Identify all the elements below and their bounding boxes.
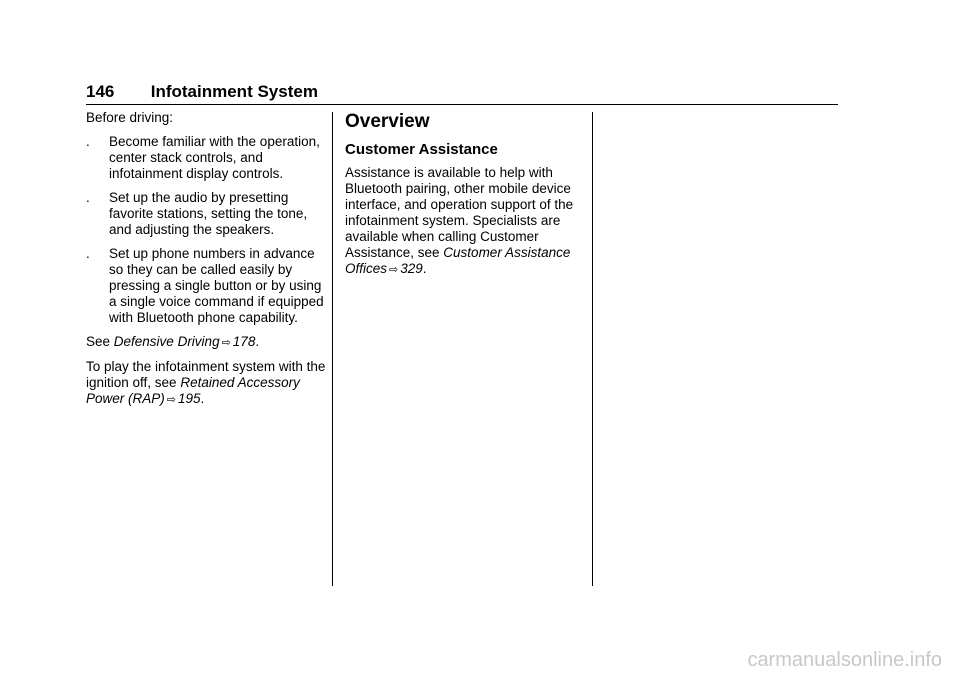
page-ref-arrow-icon: ⇨ <box>221 337 231 349</box>
customer-assistance-heading: Customer Assistance <box>345 141 498 158</box>
bullet-list <box>86 134 326 326</box>
section-title: Infotainment System <box>150 82 318 101</box>
customer-assistance-text: Assistance is available to help with Bluetooth pairing, other mobile device interface, and operation support of the infotainment system. Specialists are available when calling Customer Assistance, see Customer Assistance Offices ⇨ 329. <box>345 165 574 276</box>
list-item: . Set up phone numbers in advance so they can be called easily by pressing a single button or by using a single voice command if equipped with Bluetooth phone capability. <box>86 246 324 325</box>
intro-text: Before driving: <box>86 110 174 125</box>
link-retained-accessory-power[interactable]: Retained Accessory Power (RAP) <box>86 375 300 406</box>
bullet-icon: . <box>86 246 90 261</box>
bullet-icon: . <box>86 190 90 205</box>
column-divider-left <box>332 112 333 586</box>
link-defensive-driving[interactable]: Defensive Driving <box>113 334 220 349</box>
column-divider-right <box>592 112 593 586</box>
page-header <box>86 82 838 105</box>
column-left <box>86 110 326 416</box>
page-ref-arrow-icon: ⇨ <box>389 264 399 276</box>
link-customer-assistance-offices[interactable]: Customer Assistance Offices <box>345 245 571 276</box>
bullet-icon: . <box>86 134 90 149</box>
watermark: carmanualsonline.info <box>747 649 942 671</box>
page-ref-178[interactable]: 178 <box>232 334 256 349</box>
list-item: . Set up the audio by presetting favorite stations, setting the tone, and adjusting the speakers. <box>86 190 308 237</box>
column-middle <box>345 110 585 286</box>
rap-paragraph: To play the infotainment system with the ignition off, see Retained Accessory Power (RAP) ⇨ 195. <box>86 359 326 406</box>
list-item: . Become familiar with the operation, center stack controls, and infotainment display controls. <box>86 134 320 181</box>
see-defensive-driving: See Defensive Driving ⇨ 178. <box>86 334 260 349</box>
page-number: 146 <box>86 82 115 101</box>
page-ref-329[interactable]: 329 <box>400 261 423 276</box>
page-ref-arrow-icon: ⇨ <box>166 394 176 406</box>
overview-heading: Overview <box>345 111 430 132</box>
page-ref-195[interactable]: 195 <box>177 391 201 406</box>
